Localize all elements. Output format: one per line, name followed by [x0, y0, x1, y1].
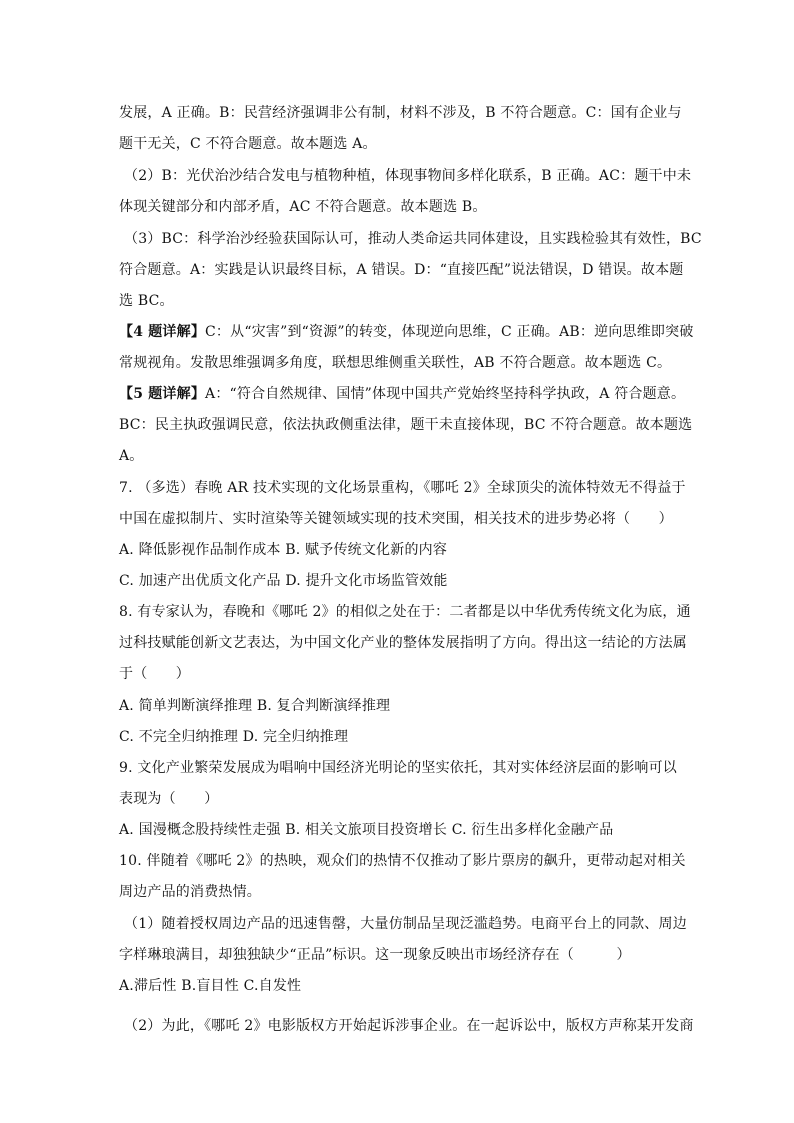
text-line: 周边产品的消费热情。 — [119, 884, 261, 900]
text-line: 中国在虚拟制片、实时渲染等关键领域实现的技术突围，相关技术的进步势必将（ ） — [119, 511, 673, 527]
answer-5-line — [119, 384, 685, 404]
question-8-options-cd: C. 不完全归纳推理 D. 完全归纳推理 — [119, 729, 349, 745]
text-line: 表现为（ ） — [119, 791, 219, 807]
text-line: （3）BC：科学治沙经验获国际认可，推动人类命运共同体建设，且实践检验其有效性，BC — [124, 231, 702, 247]
question-5-detail-label: 【5 题详解】 — [119, 386, 206, 402]
text-line: A。 — [119, 448, 144, 464]
question-8-options-ab: A. 简单判断演绎推理 B. 复合判断演绎推理 — [119, 698, 391, 714]
text-line: 选 BC。 — [119, 293, 174, 309]
text-line: （2）B：光伏治沙结合发电与植物种植，体现事物间多样化联系，B 正确。AC：题干中未 — [124, 168, 692, 184]
text-line: 于（ ） — [119, 666, 190, 682]
text-line: C：从“灾害”到“资源”的转变，体现逆向思维，C 正确。AB：逆向思维即突破 — [205, 324, 694, 340]
text-line: 符合题意。A：实践是认识最终目标，A 错误。D：“直接匹配”说法错误，D 错误。故本题 — [119, 262, 684, 278]
question-7: 7. （多选）春晚 AR 技术实现的文化场景重构，《哪吒 2》全球顶尖的流体特效无不得益于 — [119, 480, 686, 496]
text-line: 发展，A 正确。B：民营经济强调非公有制，材料不涉及，B 不符合题意。C：国有企业与 — [119, 105, 682, 121]
text-line: 过科技赋能创新文艺表达，为中国文化产业的整体发展指明了方向。得出这一结论的方法属 — [119, 635, 687, 651]
text-line: 字样琳琅满目，却独独缺少“正品”标识。这一现象反映出市场经济存在（ ） — [119, 947, 631, 963]
text-line: BC：民主执政强调民意，依法执政侧重法律，题干未直接体现，BC 不符合题意。故本题选 — [119, 417, 693, 433]
text-line: （1）随着授权周边产品的迅速售罄，大量仿制品呈现泛滥趋势。电商平台上的同款、周边 — [124, 916, 687, 932]
text-line: （2）为此，《哪吒 2》电影版权方开始起诉涉事企业。在一起诉讼中，版权方声称某开发商 — [124, 1018, 694, 1034]
question-9-options: A. 国漫概念股持续性走强 B. 相关文旅项目投资增长 C. 衍生出多样化金融产品 — [119, 822, 614, 838]
text-line: 常规视角。发散思维强调多角度，联想思维侧重关联性，AB 不符合题意。故本题选 C。 — [119, 355, 672, 371]
question-7-options-ab: A. 降低影视作品制作成本 B. 赋予传统文化新的内容 — [119, 542, 448, 558]
question-10-1-options: A.滞后性 B.盲目性 C.自发性 — [119, 978, 302, 994]
text-line: A：“符合自然规律、国情”体现中国共产党始终坚持科学执政，A 符合题意。 — [205, 386, 686, 402]
question-4-detail-label: 【4 题详解】 — [119, 324, 206, 340]
text-line: 体现关键部分和内部矛盾，AC 不符合题意。故本题选 B。 — [119, 199, 487, 215]
answer-4-line — [119, 322, 694, 342]
question-7-options-cd: C. 加速产出优质文化产品 D. 提升文化市场监管效能 — [119, 573, 448, 589]
question-9: 9. 文化产业繁荣发展成为唱响中国经济光明论的坚实依托，其对实体经济层面的影响可以 — [119, 760, 678, 776]
question-8: 8. 有专家认为，春晚和《哪吒 2》的相似之处在于：二者都是以中华优秀传统文化为底，通 — [119, 604, 691, 620]
text-line: 题干无关，C 不符合题意。故本题选 A。 — [119, 136, 377, 152]
question-10: 10. 伴随着《哪吒 2》的热映，观众们的热情不仅推动了影片票房的飙升，更带动起对相关 — [119, 853, 686, 869]
